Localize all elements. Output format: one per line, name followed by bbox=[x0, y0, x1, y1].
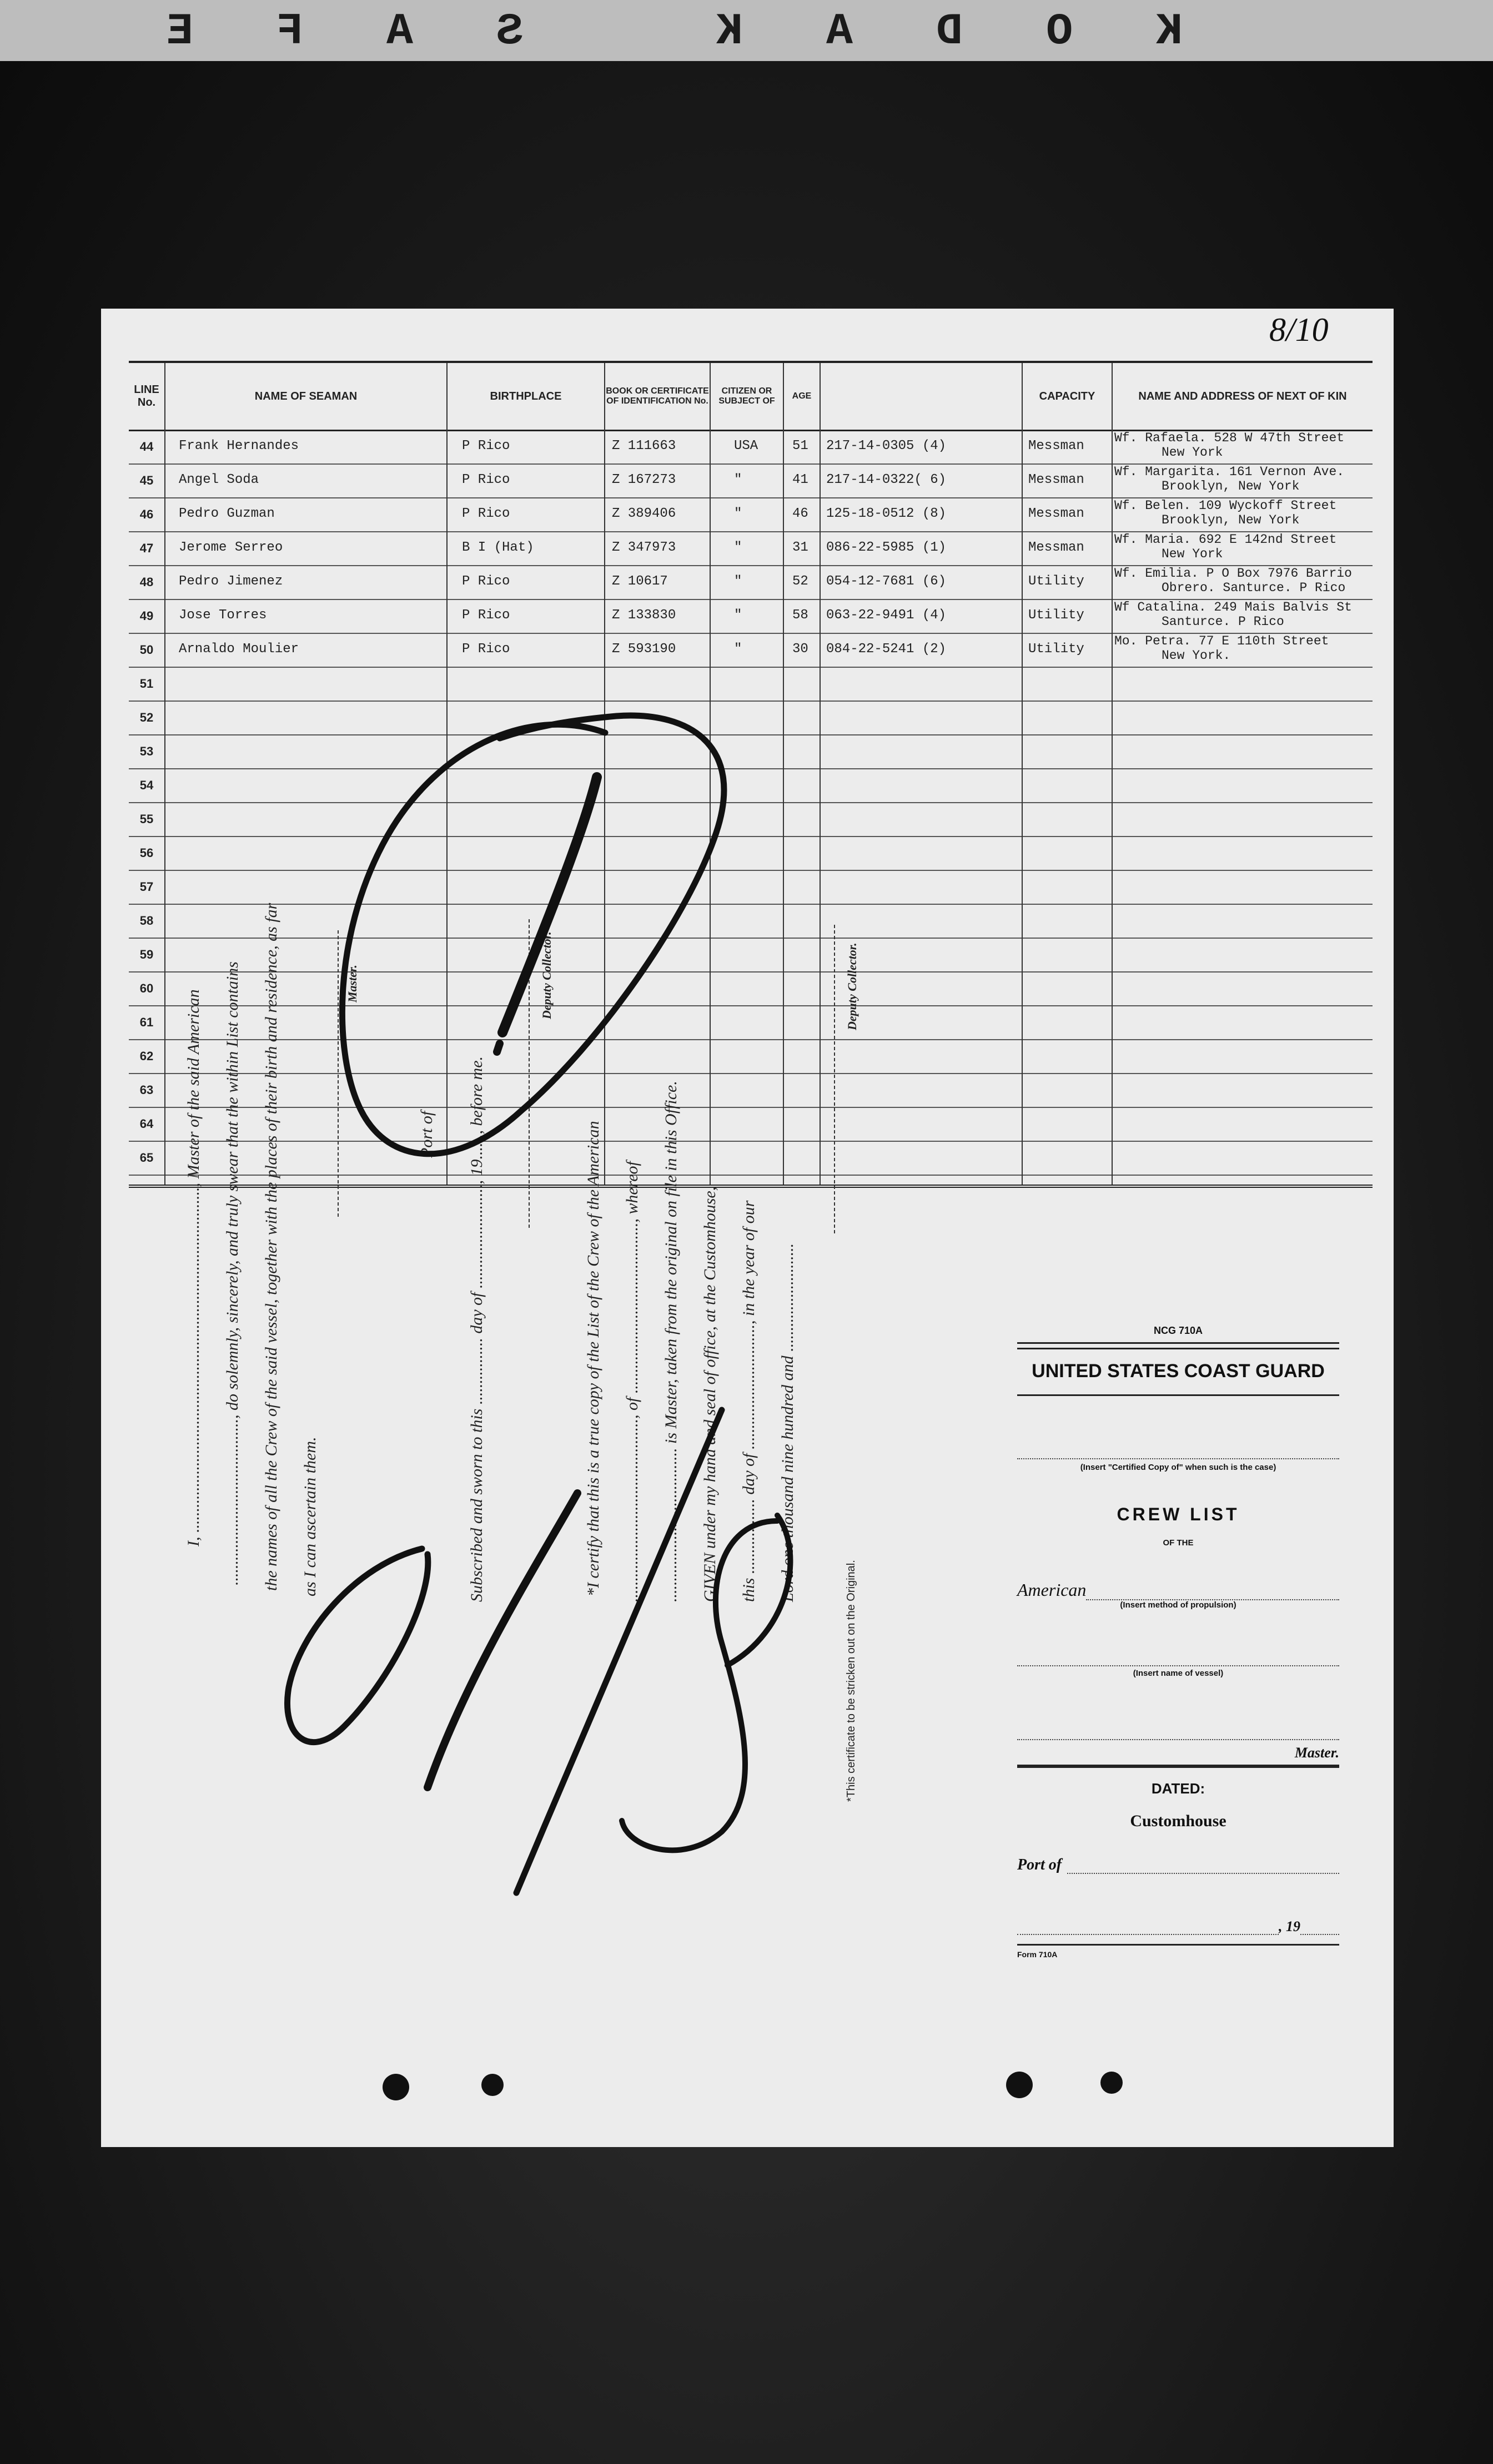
header-certificate: BOOK OR CERTIFICATE OF IDENTIFICATION No. bbox=[606, 386, 709, 406]
kin-line-2: New York bbox=[1162, 547, 1223, 561]
oath-line-2: ........................................, do solemnly, sincerely, and truly swear that the within List contains bbox=[223, 961, 242, 1585]
kin-line-2: New York. bbox=[1162, 648, 1231, 663]
certify-line-6: Lord one thousand nine hundred and .......................... bbox=[778, 1243, 797, 1602]
customhouse-label: Customhouse bbox=[1130, 1812, 1226, 1830]
certify-line-4: GIVEN under my hand and seal of office, at the Customhouse, bbox=[701, 1186, 719, 1602]
citizenship: " bbox=[734, 608, 742, 623]
kin-line-2: Brooklyn, New York bbox=[1162, 513, 1300, 527]
certify-line-2: ............................................, of ........................................., whereof bbox=[623, 1161, 641, 1602]
kin-line-1: Wf Catalina. 249 Mais Balvis St bbox=[1114, 600, 1352, 614]
certificate-no: Z 347973 bbox=[612, 540, 676, 555]
line-number: 64 bbox=[139, 1117, 154, 1131]
certify-line-3: ..................................... is Master, taken from the original on file in this Office. bbox=[662, 1081, 680, 1602]
seaman-name: Angel Soda bbox=[179, 472, 259, 487]
age: 52 bbox=[792, 574, 808, 589]
form-title: CREW LIST bbox=[1117, 1504, 1240, 1524]
kin-line-1: Wf. Emilia. P O Box 7976 Barrio bbox=[1114, 566, 1352, 581]
birthplace: B I (Hat) bbox=[462, 540, 534, 555]
capacity: Messman bbox=[1028, 439, 1084, 454]
certify-line-1: *I certify that this is a true copy of the List of the Crew of the American bbox=[584, 1121, 602, 1596]
line-number: 65 bbox=[139, 1151, 154, 1165]
capacity: Messman bbox=[1028, 506, 1084, 521]
insert-vessel-note: (Insert name of vessel) bbox=[1133, 1669, 1224, 1678]
age: 31 bbox=[792, 540, 808, 555]
line-number: 56 bbox=[139, 846, 154, 860]
header-capacity: CAPACITY bbox=[1039, 390, 1095, 402]
oath-line-1: I, ..................................................................................., Master of the said American bbox=[184, 989, 203, 1546]
seaman-name: Jose Torres bbox=[179, 608, 267, 623]
port-of-label: Port of bbox=[418, 1111, 436, 1158]
line-number: 63 bbox=[139, 1083, 154, 1097]
certificate-footnote: *This certificate to be stricken out on the Original. bbox=[845, 1560, 857, 1802]
insert-certified-note: (Insert "Certified Copy of" when such is the case) bbox=[1080, 1463, 1276, 1472]
subscribed-text: Subscribed and sworn to this ................ day of ........................., 19......, before me. bbox=[467, 1056, 486, 1602]
of-the-label: OF THE bbox=[1163, 1538, 1194, 1548]
capacity: Utility bbox=[1028, 608, 1084, 623]
seaman-name: Jerome Serreo bbox=[179, 540, 283, 555]
line-number: 60 bbox=[139, 981, 154, 995]
line-number: 61 bbox=[139, 1015, 154, 1029]
kin-line-1: Wf. Maria. 692 E 142nd Street bbox=[1114, 532, 1337, 547]
birthplace: P Rico bbox=[462, 472, 510, 487]
header-age: AGE bbox=[792, 391, 812, 401]
oath-line-3: the names of all the Crew of the said vessel, together with the places of their birth and residence, as far bbox=[262, 903, 280, 1591]
age: 41 bbox=[792, 472, 808, 487]
certificate-no: Z 593190 bbox=[612, 642, 676, 657]
header-citizen: CITIZEN OR SUBJECT OF bbox=[718, 386, 775, 406]
header-birthplace: BIRTHPLACE bbox=[490, 390, 562, 402]
line-number: 47 bbox=[139, 541, 154, 555]
dated-label: DATED: bbox=[1151, 1780, 1205, 1797]
seaman-name: Pedro Guzman bbox=[179, 506, 275, 521]
age: 46 bbox=[792, 506, 808, 521]
kin-line-1: Mo. Petra. 77 E 110th Street bbox=[1114, 634, 1329, 648]
birthplace: P Rico bbox=[462, 439, 510, 454]
form-code: NCG 710A bbox=[1153, 1325, 1203, 1336]
certificate-no: Z 133830 bbox=[612, 608, 676, 623]
line-number: 45 bbox=[139, 473, 154, 487]
birthplace: P Rico bbox=[462, 506, 510, 521]
frame-number: 8/10 bbox=[1269, 311, 1329, 348]
kin-line-1: Wf. Margarita. 161 Vernon Ave. bbox=[1114, 465, 1345, 479]
seaman-name: Arnaldo Moulier bbox=[179, 642, 299, 657]
year-label: , 19 bbox=[1279, 1918, 1300, 1934]
form-number: Form 710A bbox=[1017, 1950, 1058, 1959]
line-number: 55 bbox=[139, 812, 154, 826]
seaman-name: Pedro Jimenez bbox=[179, 574, 283, 589]
kin-line-1: Wf. Rafaela. 528 W 47th Street bbox=[1114, 431, 1345, 445]
line-number: 46 bbox=[139, 507, 154, 521]
port-of-form-label: Port of bbox=[1017, 1856, 1062, 1873]
header-line-no: LINE No. bbox=[134, 384, 159, 409]
line-number: 48 bbox=[139, 575, 154, 589]
ssn: 054-12-7681 (6) bbox=[826, 574, 947, 589]
certificate-no: Z 111663 bbox=[612, 439, 676, 454]
certificate-no: Z 167273 bbox=[612, 472, 676, 487]
kin-line-1: Wf. Belen. 109 Wyckoff Street bbox=[1114, 498, 1337, 513]
citizenship: USA bbox=[734, 439, 758, 454]
age: 51 bbox=[792, 439, 808, 454]
deputy-collector-label: Deputy Collector. bbox=[540, 931, 554, 1019]
master-label: Master. bbox=[345, 965, 359, 1002]
kin-line-2: Santurce. P Rico bbox=[1162, 614, 1284, 629]
american-label: American bbox=[1017, 1580, 1087, 1600]
certificate-no: Z 389406 bbox=[612, 506, 676, 521]
ssn: 084-22-5241 (2) bbox=[826, 642, 947, 657]
ssn: 217-14-0322( 6) bbox=[826, 472, 947, 487]
line-number: 62 bbox=[139, 1049, 154, 1063]
line-number: 50 bbox=[139, 643, 154, 657]
line-number: 44 bbox=[139, 440, 154, 454]
ssn: 063-22-9491 (4) bbox=[826, 608, 947, 623]
line-number: 54 bbox=[139, 778, 154, 792]
citizenship: " bbox=[734, 642, 742, 657]
line-number: 58 bbox=[139, 914, 154, 928]
citizenship: " bbox=[734, 574, 742, 589]
citizenship: " bbox=[734, 506, 742, 521]
ssn: 217-14-0305 (4) bbox=[826, 439, 947, 454]
age: 30 bbox=[792, 642, 808, 657]
insert-method-note: (Insert method of propulsion) bbox=[1120, 1600, 1236, 1610]
line-number: 52 bbox=[139, 711, 154, 724]
master-label-form: Master. bbox=[1294, 1745, 1339, 1761]
capacity: Messman bbox=[1028, 472, 1084, 487]
certificate-no: Z 10617 bbox=[612, 574, 668, 589]
film-edge-text: KODAK SAFE bbox=[83, 7, 1183, 57]
ssn: 086-22-5985 (1) bbox=[826, 540, 947, 555]
kin-line-2: Obrero. Santurce. P Rico bbox=[1162, 581, 1346, 595]
birthplace: P Rico bbox=[462, 608, 510, 623]
capacity: Messman bbox=[1028, 540, 1084, 555]
birthplace: P Rico bbox=[462, 574, 510, 589]
capacity: Utility bbox=[1028, 642, 1084, 657]
birthplace: P Rico bbox=[462, 642, 510, 657]
header-name: NAME OF SEAMAN bbox=[254, 390, 358, 402]
line-number: 53 bbox=[139, 744, 154, 758]
certify-line-5: this .................. day of .............................., in the year of our bbox=[740, 1200, 758, 1602]
line-number: 59 bbox=[139, 948, 154, 961]
oath-line-4: as I can ascertain them. bbox=[301, 1437, 319, 1596]
line-number: 49 bbox=[139, 609, 154, 623]
kin-line-2: Brooklyn, New York bbox=[1162, 479, 1300, 493]
line-number: 57 bbox=[139, 880, 154, 894]
agency-name: UNITED STATES COAST GUARD bbox=[1032, 1361, 1325, 1382]
line-number: 51 bbox=[139, 677, 154, 691]
seaman-name: Frank Hernandes bbox=[179, 439, 299, 454]
capacity: Utility bbox=[1028, 574, 1084, 589]
header-kin: NAME AND ADDRESS OF NEXT OF KIN bbox=[1138, 390, 1347, 402]
deputy-collector-label-2: Deputy Collector. bbox=[845, 943, 859, 1030]
age: 58 bbox=[792, 608, 808, 623]
citizenship: " bbox=[734, 540, 742, 555]
kin-line-2: New York bbox=[1162, 445, 1223, 460]
ssn: 125-18-0512 (8) bbox=[826, 506, 947, 521]
citizenship: " bbox=[734, 472, 742, 487]
